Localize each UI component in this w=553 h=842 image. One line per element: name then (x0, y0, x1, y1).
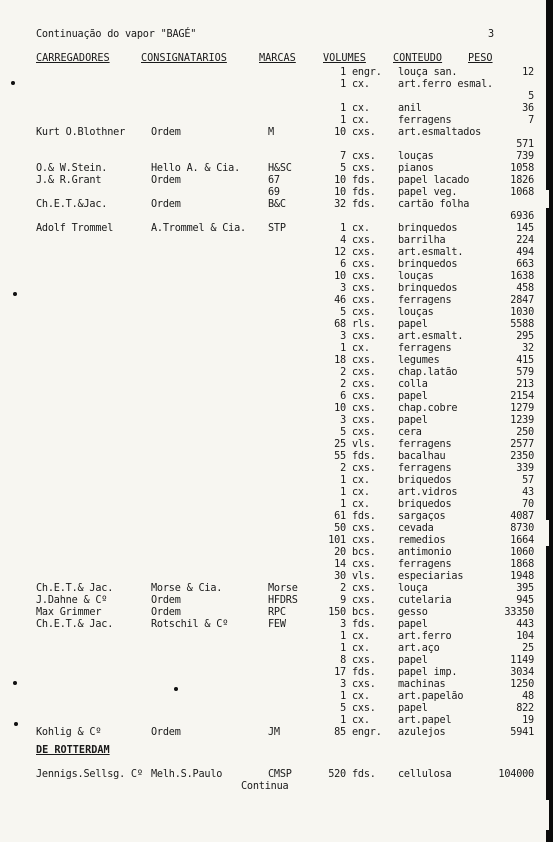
cell-volume-unit: cx. (352, 79, 370, 90)
cell-shipper: Kohlig & Cº (36, 727, 102, 738)
cell-consignee: Melh.S.Paulo (151, 769, 223, 780)
cell-shipper: Ch.E.T.&Jac. (36, 199, 108, 210)
cell-weight: 1060 (510, 547, 534, 558)
cell-weight: 395 (516, 583, 534, 594)
cell-weight: 19 (522, 715, 534, 726)
cell-content: cutelaria (398, 595, 452, 606)
cell-content: art.esmalt. (398, 247, 464, 258)
cell-weight: 36 (522, 103, 534, 114)
cell-content: papel veg. (398, 187, 458, 198)
cell-weight: 2154 (510, 391, 534, 402)
cell-content: chap.latão (398, 367, 458, 378)
cell-weight: 70 (522, 499, 534, 510)
cell-content: art.papelão (398, 691, 464, 702)
cell-shipper: Jennigs.Sellsg. Cº (36, 769, 143, 780)
page-title: Continuação do vapor "BAGÉ" (36, 29, 197, 40)
cell-volume-count: 150 (328, 607, 346, 618)
cell-content: cellulosa (398, 769, 452, 780)
cell-weight: 443 (516, 619, 534, 630)
cell-content: papel (398, 703, 428, 714)
cell-content: papel imp. (398, 667, 458, 678)
cell-volume-count: 2 (340, 367, 346, 378)
cell-volume-unit: cxs. (352, 127, 376, 138)
cell-volume-count: 5 (340, 427, 346, 438)
cell-volume-unit: cxs. (352, 523, 376, 534)
cell-content: ferragens (398, 295, 452, 306)
scan-speck (13, 681, 17, 685)
cell-mark: B&C (268, 199, 286, 210)
cell-volume-unit: cxs. (352, 583, 376, 594)
cell-volume-count: 10 (334, 187, 346, 198)
cell-weight: 1250 (510, 679, 534, 690)
cell-volume-unit: cxs. (352, 259, 376, 270)
cell-volume-unit: engr. (352, 67, 382, 78)
cell-content: remedios (398, 535, 446, 546)
cell-content: anil (398, 103, 422, 114)
cell-weight: 12 (522, 67, 534, 78)
cell-volume-count: 5 (340, 307, 346, 318)
cell-consignee: Ordem (151, 595, 181, 606)
cell-volume-count: 1 (340, 715, 346, 726)
cell-volume-unit: cx. (352, 715, 370, 726)
cell-content: barrilha (398, 235, 446, 246)
cell-weight: 5 (528, 91, 534, 102)
cell-volume-count: 61 (334, 511, 346, 522)
cell-weight: 1826 (510, 175, 534, 186)
cell-volume-unit: bcs. (352, 547, 376, 558)
cell-content: briquedos (398, 499, 452, 510)
cell-weight: 33350 (504, 607, 534, 618)
cell-volume-count: 14 (334, 559, 346, 570)
cell-content: art.esmaltados (398, 127, 482, 138)
cell-consignee: Morse & Cia. (151, 583, 223, 594)
section-title: DE ROTTERDAM (36, 745, 110, 756)
cell-content: colla (398, 379, 428, 390)
cell-content: cera (398, 427, 422, 438)
cell-volume-count: 46 (334, 295, 346, 306)
cell-weight: 145 (516, 223, 534, 234)
cell-volume-unit: engr. (352, 727, 382, 738)
cell-volume-count: 5 (340, 703, 346, 714)
cell-content: brinquedos (398, 283, 458, 294)
cell-volume-unit: fds. (352, 619, 376, 630)
cell-volume-unit: cxs. (352, 703, 376, 714)
cell-volume-unit: cxs. (352, 595, 376, 606)
cell-volume-unit: vls. (352, 571, 376, 582)
cell-volume-unit: cxs. (352, 331, 376, 342)
cell-volume-count: 5 (340, 163, 346, 174)
cell-volume-count: 3 (340, 283, 346, 294)
cell-volume-count: 1 (340, 67, 346, 78)
cell-volume-unit: cx. (352, 643, 370, 654)
cell-volume-count: 6 (340, 259, 346, 270)
cell-volume-count: 68 (334, 319, 346, 330)
cell-volume-unit: cxs. (352, 163, 376, 174)
cell-volume-count: 1 (340, 103, 346, 114)
cell-weight: 250 (516, 427, 534, 438)
cell-volume-count: 2 (340, 583, 346, 594)
cell-content: louça (398, 583, 428, 594)
cell-weight: 43 (522, 487, 534, 498)
cell-volume-count: 3 (340, 679, 346, 690)
cell-volume-count: 3 (340, 415, 346, 426)
cell-mark: CMSP (268, 769, 292, 780)
cell-volume-count: 1 (340, 643, 346, 654)
cell-volume-unit: cxs. (352, 307, 376, 318)
cell-content: cevada (398, 523, 434, 534)
cell-weight: 57 (522, 475, 534, 486)
cell-volume-count: 17 (334, 667, 346, 678)
cell-content: azulejos (398, 727, 446, 738)
cell-weight: 104 (516, 631, 534, 642)
cell-weight: 1030 (510, 307, 534, 318)
cell-content: sargaços (398, 511, 446, 522)
cell-weight: 2350 (510, 451, 534, 462)
cell-volume-unit: cxs. (352, 655, 376, 666)
cell-mark: RPC (268, 607, 286, 618)
cell-volume-count: 1 (340, 475, 346, 486)
cell-volume-unit: cxs. (352, 151, 376, 162)
cell-weight: 2847 (510, 295, 534, 306)
cell-volume-count: 1 (340, 631, 346, 642)
column-header-volumes: VOLUMES (323, 53, 366, 64)
cell-content: ferragens (398, 463, 452, 474)
cell-volume-count: 55 (334, 451, 346, 462)
cell-weight: 25 (522, 643, 534, 654)
cell-mark: FEW (268, 619, 286, 630)
cell-content: legumes (398, 355, 440, 366)
cell-volume-unit: fds. (352, 187, 376, 198)
cell-volume-count: 6 (340, 391, 346, 402)
cell-content: pianos (398, 163, 434, 174)
cell-volume-count: 8 (340, 655, 346, 666)
cell-weight: 458 (516, 283, 534, 294)
cell-weight: 339 (516, 463, 534, 474)
cell-volume-unit: cxs. (352, 283, 376, 294)
cell-mark: STP (268, 223, 286, 234)
cell-volume-unit: cxs. (352, 247, 376, 258)
cell-volume-unit: fds. (352, 175, 376, 186)
cell-volume-count: 1 (340, 79, 346, 90)
cell-volume-unit: cx. (352, 103, 370, 114)
cell-volume-count: 10 (334, 127, 346, 138)
cell-weight: 494 (516, 247, 534, 258)
cell-content: ferragens (398, 559, 452, 570)
cell-weight: 739 (516, 151, 534, 162)
scan-edge-notch (543, 190, 549, 208)
cell-content: antimonio (398, 547, 452, 558)
cell-consignee: Rotschil & Cº (151, 619, 229, 630)
cell-volume-unit: cxs. (352, 295, 376, 306)
cell-content: papel (398, 415, 428, 426)
cell-content: chap.cobre (398, 403, 458, 414)
cell-content: papel (398, 391, 428, 402)
cell-mark: 67 (268, 175, 280, 186)
cell-content: louças (398, 151, 434, 162)
cell-shipper: O.& W.Stein. (36, 163, 108, 174)
cell-weight: 5588 (510, 319, 534, 330)
cell-weight: 1058 (510, 163, 534, 174)
cell-weight: 1239 (510, 415, 534, 426)
cell-volume-count: 3 (340, 331, 346, 342)
cell-content: louças (398, 271, 434, 282)
cell-volume-unit: fds. (352, 451, 376, 462)
cell-volume-count: 2 (340, 379, 346, 390)
column-header-consignatarios: CONSIGNATARIOS (141, 53, 227, 64)
cell-content: art.aço (398, 643, 440, 654)
scan-speck (14, 722, 18, 726)
cell-weight: 295 (516, 331, 534, 342)
cell-volume-unit: cx. (352, 691, 370, 702)
cell-content: bacalhau (398, 451, 446, 462)
cell-weight: 48 (522, 691, 534, 702)
cell-volume-count: 2 (340, 463, 346, 474)
cell-weight: 1068 (510, 187, 534, 198)
cell-weight: 571 (516, 139, 534, 150)
cell-volume-unit: bcs. (352, 607, 376, 618)
cell-weight: 6936 (510, 211, 534, 222)
cell-volume-unit: cxs. (352, 235, 376, 246)
cell-volume-unit: cxs. (352, 415, 376, 426)
cell-content: louça san. (398, 67, 458, 78)
cell-mark: H&SC (268, 163, 292, 174)
cell-volume-unit: cxs. (352, 379, 376, 390)
cell-content: ferragens (398, 115, 452, 126)
cell-content: art.vidros (398, 487, 458, 498)
cell-volume-count: 1 (340, 691, 346, 702)
cell-volume-count: 10 (334, 271, 346, 282)
scan-speck (174, 687, 178, 691)
cell-content: gesso (398, 607, 428, 618)
cell-content: papel (398, 319, 428, 330)
cell-content: ferragens (398, 439, 452, 450)
cell-shipper: Ch.E.T.& Jac. (36, 619, 114, 630)
column-header-conteudo: CONTEUDO (393, 53, 443, 64)
cell-weight: 822 (516, 703, 534, 714)
cell-volume-count: 101 (328, 535, 346, 546)
cell-shipper: J.& R.Grant (36, 175, 102, 186)
cell-weight: 5941 (510, 727, 534, 738)
cell-volume-unit: cxs. (352, 427, 376, 438)
cell-volume-unit: vls. (352, 439, 376, 450)
cell-consignee: Ordem (151, 199, 181, 210)
cell-shipper: Adolf Trommel (36, 223, 114, 234)
cell-content: brinquedos (398, 223, 458, 234)
cell-volume-unit: fds. (352, 667, 376, 678)
cell-content: art.ferro (398, 631, 452, 642)
cell-weight: 1638 (510, 271, 534, 282)
cell-volume-count: 1 (340, 115, 346, 126)
cell-weight: 4087 (510, 511, 534, 522)
cell-volume-unit: fds. (352, 511, 376, 522)
cell-weight: 415 (516, 355, 534, 366)
column-header-marcas: MARCAS (259, 53, 296, 64)
cell-weight: 663 (516, 259, 534, 270)
cell-volume-count: 18 (334, 355, 346, 366)
cell-volume-unit: cxs. (352, 391, 376, 402)
cell-shipper: J.Dahne & Cº (36, 595, 108, 606)
cell-volume-count: 1 (340, 223, 346, 234)
cell-volume-count: 25 (334, 439, 346, 450)
page-number: 3 (488, 29, 494, 40)
cell-volume-count: 10 (334, 175, 346, 186)
cell-content: ferragens (398, 343, 452, 354)
cell-weight: 32 (522, 343, 534, 354)
cell-volume-unit: cxs. (352, 355, 376, 366)
cell-content: papel lacado (398, 175, 470, 186)
cell-volume-unit: cxs. (352, 367, 376, 378)
cell-volume-unit: cx. (352, 499, 370, 510)
cell-consignee: Hello A. & Cia. (151, 163, 241, 174)
cell-volume-count: 520 (328, 769, 346, 780)
cell-mark: JM (268, 727, 280, 738)
cell-volume-unit: cx. (352, 631, 370, 642)
cell-volume-count: 85 (334, 727, 346, 738)
scan-edge (546, 0, 553, 842)
cell-volume-unit: cxs. (352, 535, 376, 546)
cell-volume-unit: cx. (352, 343, 370, 354)
cell-volume-unit: fds. (352, 769, 376, 780)
cell-consignee: Ordem (151, 727, 181, 738)
cell-volume-unit: cxs. (352, 403, 376, 414)
cell-weight: 1868 (510, 559, 534, 570)
cell-volume-unit: fds. (352, 199, 376, 210)
cell-mark: HFDRS (268, 595, 298, 606)
cell-mark: Morse (268, 583, 298, 594)
cell-volume-count: 30 (334, 571, 346, 582)
cell-consignee: Ordem (151, 127, 181, 138)
cell-volume-unit: cx. (352, 487, 370, 498)
cell-shipper: Kurt O.Blothner (36, 127, 126, 138)
cell-mark: 69 (268, 187, 280, 198)
cell-volume-count: 1 (340, 499, 346, 510)
cell-volume-count: 10 (334, 403, 346, 414)
cell-content: especiarias (398, 571, 464, 582)
cell-consignee: Ordem (151, 607, 181, 618)
cell-volume-count: 1 (340, 487, 346, 498)
cell-volume-count: 50 (334, 523, 346, 534)
cell-weight: 8730 (510, 523, 534, 534)
cell-content: machinas (398, 679, 446, 690)
cell-weight: 7 (528, 115, 534, 126)
cell-weight: 1948 (510, 571, 534, 582)
cell-volume-count: 4 (340, 235, 346, 246)
cell-volume-count: 32 (334, 199, 346, 210)
cell-volume-unit: cxs. (352, 271, 376, 282)
cell-content: brinquedos (398, 259, 458, 270)
cell-weight: 1149 (510, 655, 534, 666)
cell-consignee: A.Trommel & Cia. (151, 223, 246, 234)
cell-weight: 224 (516, 235, 534, 246)
cell-volume-unit: rls. (352, 319, 376, 330)
cell-volume-unit: cxs. (352, 463, 376, 474)
cell-weight: 2577 (510, 439, 534, 450)
cell-weight: 213 (516, 379, 534, 390)
cell-weight: 3034 (510, 667, 534, 678)
scan-edge-notch (543, 800, 549, 830)
cell-volume-count: 12 (334, 247, 346, 258)
cell-volume-unit: cx. (352, 115, 370, 126)
cell-volume-unit: cx. (352, 223, 370, 234)
cell-volume-unit: cxs. (352, 559, 376, 570)
cell-consignee: Ordem (151, 175, 181, 186)
cell-content: papel (398, 655, 428, 666)
column-header-peso: PESO (468, 53, 493, 64)
continuation-note: Continua (241, 781, 289, 792)
cell-volume-unit: cxs. (352, 679, 376, 690)
cell-content: art.papel (398, 715, 452, 726)
cell-volume-count: 20 (334, 547, 346, 558)
cell-shipper: Max Grimmer (36, 607, 102, 618)
scan-speck (11, 81, 15, 85)
cell-weight: 579 (516, 367, 534, 378)
cell-weight: 945 (516, 595, 534, 606)
cell-volume-count: 9 (340, 595, 346, 606)
cell-content: papel (398, 619, 428, 630)
scan-edge-notch (543, 520, 549, 546)
cell-volume-count: 1 (340, 343, 346, 354)
cell-content: art.ferro esmal. (398, 79, 493, 90)
cell-volume-unit: cx. (352, 475, 370, 486)
cell-mark: M (268, 127, 274, 138)
cell-weight: 1279 (510, 403, 534, 414)
column-header-carregadores: CARREGADORES (36, 53, 110, 64)
cell-shipper: Ch.E.T.& Jac. (36, 583, 114, 594)
cell-content: art.esmalt. (398, 331, 464, 342)
cell-volume-count: 3 (340, 619, 346, 630)
cell-content: briquedos (398, 475, 452, 486)
cell-volume-count: 7 (340, 151, 346, 162)
cell-content: cartão folha (398, 199, 470, 210)
scan-speck (13, 292, 17, 296)
cell-weight: 1664 (510, 535, 534, 546)
cell-content: louças (398, 307, 434, 318)
cell-weight: 104000 (498, 769, 534, 780)
